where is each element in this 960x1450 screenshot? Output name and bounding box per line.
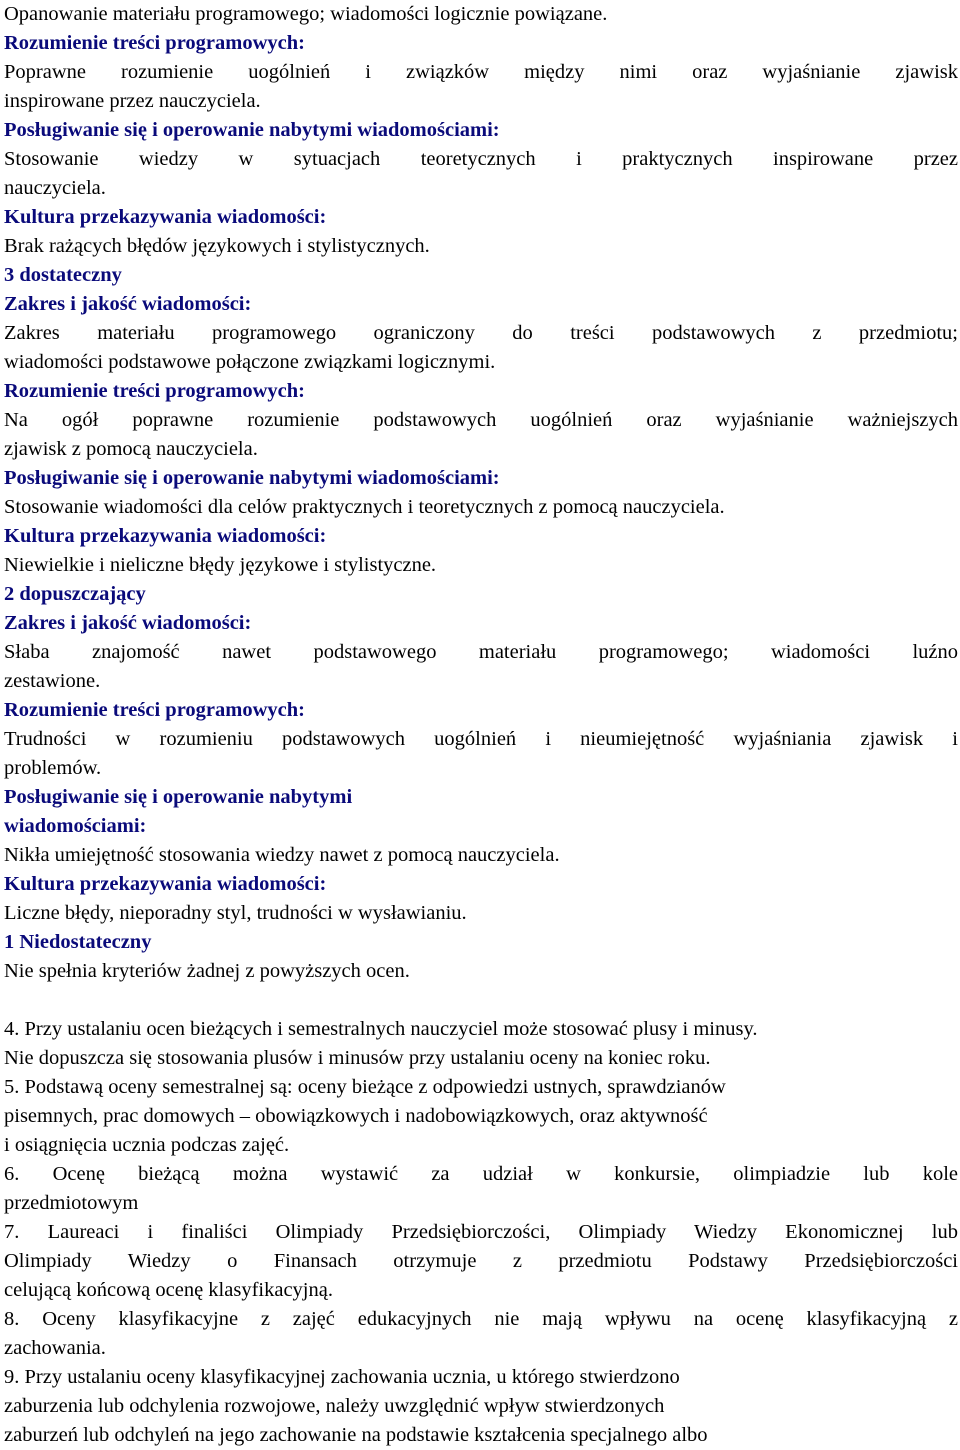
text-line: pisemnych, prac domowych – obowiązkowych i nadobowiązkowych, oraz aktywność	[4, 1105, 708, 1127]
section-heading: Posługiwanie się i operowanie nabytymi	[4, 786, 353, 808]
text-line: 4. Przy ustalaniu ocen bieżących i semestralnych nauczyciel może stosować plusy i minusy.	[4, 1018, 758, 1040]
text-line: 8. Oceny klasyfikacyjne z zajęć edukacyjnych nie mają wpływu na ocenę klasyfikacyjną z	[4, 1308, 958, 1330]
text-line: Nie dopuszcza się stosowania plusów i minusów przy ustalaniu oceny na koniec roku.	[4, 1047, 711, 1069]
text-line: Olimpiady Wiedzy o Finansach otrzymuje z przedmiotu Podstawy Przedsiębiorczości	[4, 1250, 958, 1272]
text-line: nauczyciela.	[4, 177, 106, 199]
text-line: wiadomości podstawowe połączone związkami logicznymi.	[4, 351, 496, 373]
document-body	[4, 0, 958, 1450]
text-line: zaburzenia lub odchylenia rozwojowe, należy uwzględnić wpływ stwierdzonych	[4, 1395, 665, 1417]
text-line: Stosowanie wiadomości dla celów praktycznych i teoretycznych z pomocą nauczyciela.	[4, 496, 725, 518]
text-line: zjawisk z pomocą nauczyciela.	[4, 438, 258, 460]
text-line: inspirowane przez nauczyciela.	[4, 90, 261, 112]
text-line: Na ogół poprawne rozumienie podstawowych uogólnień oraz wyjaśnianie ważniejszych	[4, 409, 958, 431]
text-line: 5. Podstawą oceny semestralnej są: oceny bieżące z odpowiedzi ustnych, sprawdzianów	[4, 1076, 726, 1098]
text-line: Nikła umiejętność stosowania wiedzy nawet z pomocą nauczyciela.	[4, 844, 560, 866]
text-line: Stosowanie wiedzy w sytuacjach teoretycznych i praktycznych inspirowane przez	[4, 148, 958, 170]
text-line: Liczne błędy, nieporadny styl, trudności w wysławianiu.	[4, 902, 467, 924]
blank-line	[4, 986, 958, 1015]
text-line: Słaba znajomość nawet podstawowego materiału programowego; wiadomości luźno	[4, 641, 958, 663]
section-heading: Kultura przekazywania wiadomości:	[4, 206, 327, 228]
text-line: zestawione.	[4, 670, 101, 692]
section-heading: Kultura przekazywania wiadomości:	[4, 873, 327, 895]
text-line: problemów.	[4, 757, 102, 779]
text-line: Opanowanie materiału programowego; wiadomości logicznie powiązane.	[4, 3, 608, 25]
section-heading: Rozumienie treści programowych:	[4, 380, 305, 402]
section-heading: Posługiwanie się i operowanie nabytymi wiadomościami:	[4, 119, 500, 141]
text-line: 6. Ocenę bieżącą można wystawić za udział w konkursie, olimpiadzie lub kole	[4, 1163, 958, 1185]
text-line: zachowania.	[4, 1337, 106, 1359]
section-heading: wiadomościami:	[4, 815, 147, 837]
section-heading: 2 dopuszczający	[4, 583, 146, 605]
section-heading: Rozumienie treści programowych:	[4, 699, 305, 721]
section-heading: 3 dostateczny	[4, 264, 122, 286]
text-line: Trudności w rozumieniu podstawowych uogólnień i nieumiejętność wyjaśniania zjawisk i	[4, 728, 958, 750]
section-heading: Rozumienie treści programowych:	[4, 32, 305, 54]
text-line: zaburzeń lub odchyleń na jego zachowanie na podstawie kształcenia specjalnego albo	[4, 1424, 708, 1446]
section-heading: Zakres i jakość wiadomości:	[4, 612, 252, 634]
section-heading: 1 Niedostateczny	[4, 931, 152, 953]
text-line: Nie spełnia kryteriów żadnej z powyższych ocen.	[4, 960, 410, 982]
text-line: 7. Laureaci i finaliści Olimpiady Przedsiębiorczości, Olimpiady Wiedzy Ekonomicznej lub	[4, 1221, 958, 1243]
section-heading: Kultura przekazywania wiadomości:	[4, 525, 327, 547]
text-line: Brak rażących błędów językowych i stylistycznych.	[4, 235, 430, 257]
text-line: i osiągnięcia ucznia podczas zajęć.	[4, 1134, 290, 1156]
text-line: 9. Przy ustalaniu oceny klasyfikacyjnej zachowania ucznia, u którego stwierdzono	[4, 1366, 680, 1388]
section-heading: Posługiwanie się i operowanie nabytymi wiadomościami:	[4, 467, 500, 489]
text-line: celującą końcową ocenę klasyfikacyjną.	[4, 1279, 333, 1301]
text-line: Zakres materiału programowego ograniczony do treści podstawowych z przedmiotu;	[4, 322, 958, 344]
text-line: Poprawne rozumienie uogólnień i związków między nimi oraz wyjaśnianie zjawisk	[4, 61, 958, 83]
section-heading: Zakres i jakość wiadomości:	[4, 293, 252, 315]
text-line: przedmiotowym	[4, 1192, 139, 1214]
text-line: Niewielkie i nieliczne błędy językowe i stylistyczne.	[4, 554, 437, 576]
